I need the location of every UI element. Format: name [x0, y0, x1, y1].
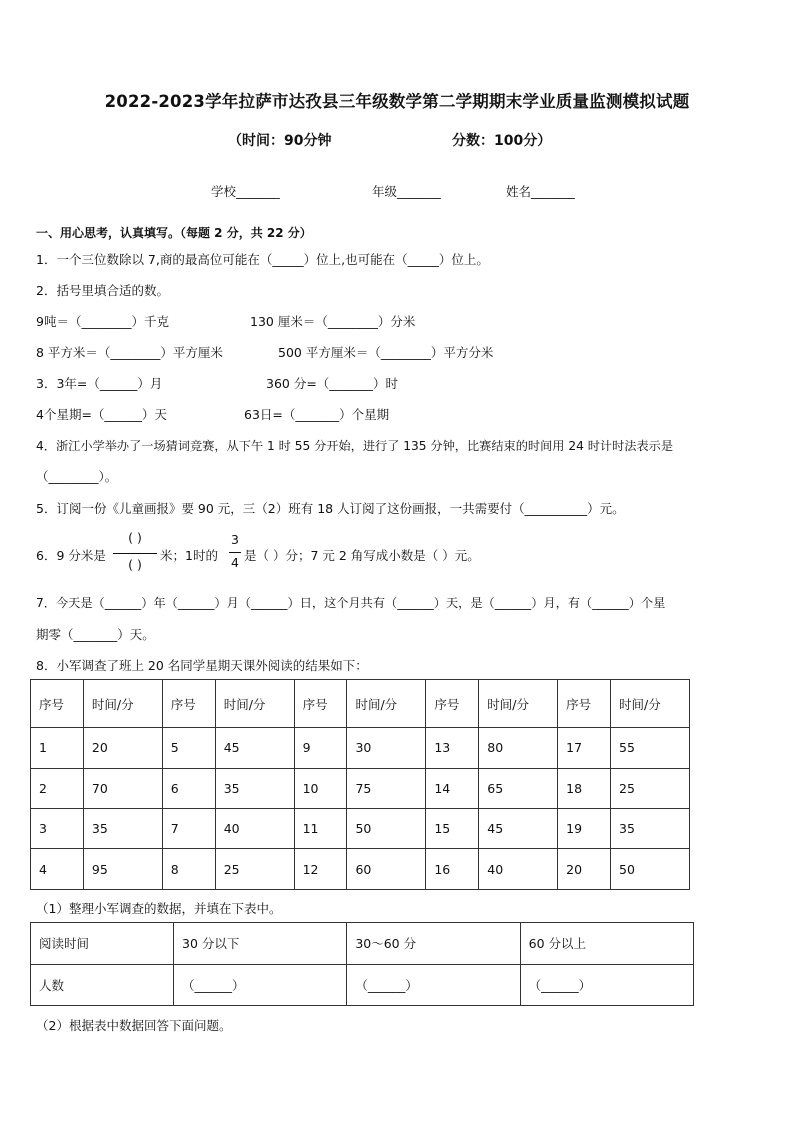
question-6-middle: 米；1时的 — [160, 548, 218, 563]
table-header-row — [31, 923, 694, 965]
table-cell: 6 — [162, 768, 215, 808]
question-2c: 8 平方米＝（________）平方厘米 — [36, 345, 223, 360]
table-cell: 35 — [215, 768, 294, 808]
table-cell: 20 — [83, 728, 162, 768]
table-cell: 95 — [83, 849, 162, 890]
table-cell: 25 — [215, 849, 294, 890]
school-field: 学校_______ — [211, 184, 280, 199]
fraction-denominator: 4 — [231, 555, 239, 570]
question-4-line1: 4．浙江小学举办了一场猜词竞赛，从下午 1 时 55 分开始，进行了 135 分钟，比赛结束的时间用 24 时计时法表示是 — [36, 439, 674, 453]
exam-score: 分数：100分） — [452, 133, 552, 149]
table-cell: 5 — [162, 728, 215, 768]
table-header-cell: 序号 — [31, 680, 84, 728]
table-header-row — [31, 680, 690, 728]
table-cell: 11 — [294, 809, 347, 849]
fraction-bar — [229, 552, 241, 553]
question-8: 8．小军调查了班上 20 名同学星期天课外阅读的结果如下： — [36, 658, 368, 673]
name-field: 姓名_______ — [506, 184, 575, 199]
question-2d: 500 平方厘米＝（________）平方分米 — [278, 345, 494, 360]
table-cell: 50 — [611, 849, 690, 890]
table-row — [31, 728, 690, 768]
table-cell: 13 — [426, 728, 479, 768]
summary-table — [30, 922, 694, 1006]
table-cell: 40 — [479, 849, 558, 890]
question-3c: 4个星期=（______）天 — [36, 407, 167, 422]
table-row — [31, 809, 690, 849]
table-header-cell: 30 分以下 — [174, 923, 347, 965]
table-cell: 16 — [426, 849, 479, 890]
table-header-cell: 30～60 分 — [347, 923, 520, 965]
table-cell: 65 — [479, 768, 558, 808]
table-header-cell: 时间/分 — [479, 680, 558, 728]
fraction-numerator-blank: ( ) — [128, 530, 142, 545]
question-6-fraction — [229, 532, 241, 576]
table-cell: 7 — [162, 809, 215, 849]
table-cell: 20 — [558, 849, 611, 890]
table-cell: 25 — [611, 768, 690, 808]
table-header-cell: 阅读时间 — [31, 923, 174, 965]
table-cell: 60 — [347, 849, 426, 890]
table-row — [31, 768, 690, 808]
table-cell: 35 — [611, 809, 690, 849]
question-8-part-1: （1）整理小军调查的数据，并填在下表中。 — [36, 901, 282, 916]
table-cell: 30 — [347, 728, 426, 768]
table-header-cell: 时间/分 — [83, 680, 162, 728]
table-header-cell: 60 分以上 — [520, 923, 693, 965]
table-cell: 80 — [479, 728, 558, 768]
table-header-cell: 时间/分 — [347, 680, 426, 728]
fraction-denominator-blank: ( ) — [128, 557, 142, 572]
question-4-line2: （________）。 — [36, 469, 118, 484]
table-cell: 9 — [294, 728, 347, 768]
table-header-cell: 序号 — [426, 680, 479, 728]
table-header-cell: 时间/分 — [611, 680, 690, 728]
table-cell: 55 — [611, 728, 690, 768]
question-2b: 130 厘米＝（________）分米 — [250, 314, 416, 329]
question-7-line1: 7．今天是（______）年（______）月（______）日，这个月共有（______）天，是（______）月，有（______）个星 — [36, 596, 666, 610]
page-title: 2022-2023学年拉萨市达孜县三年级数学第二学期期末学业质量监测模拟试题 — [104, 92, 690, 111]
table-cell: 75 — [347, 768, 426, 808]
answer-blank-cell: （______） — [520, 964, 693, 1006]
question-2: 2．括号里填合适的数。 — [36, 283, 169, 298]
question-2a: 9吨＝（________）千克 — [36, 314, 169, 329]
exam-time: （时间：90分钟 — [228, 133, 332, 149]
question-7-line2: 期零（_______）天。 — [36, 627, 155, 642]
table-cell: 3 — [31, 809, 84, 849]
table-cell: 45 — [215, 728, 294, 768]
table-header-cell: 序号 — [558, 680, 611, 728]
question-8-part-2: （2）根据表中数据回答下面问题。 — [36, 1018, 232, 1033]
table-cell: 70 — [83, 768, 162, 808]
table-header-cell: 序号 — [162, 680, 215, 728]
section-heading: 一、用心思考，认真填写。（每题 2 分，共 22 分） — [36, 226, 312, 240]
grade-field: 年级_______ — [372, 184, 441, 199]
table-cell: 14 — [426, 768, 479, 808]
table-header-cell: 序号 — [294, 680, 347, 728]
table-cell: 35 — [83, 809, 162, 849]
table-cell: 2 — [31, 768, 84, 808]
question-6-fraction-blank — [113, 530, 157, 576]
answer-blank-cell: （______） — [174, 964, 347, 1006]
question-6-suffix: 是（ ）分；7 元 2 角写成小数是（ ）元。 — [244, 548, 480, 563]
question-6-prefix: 6．9 分米是 — [36, 548, 106, 563]
table-cell: 50 — [347, 809, 426, 849]
table-cell: 45 — [479, 809, 558, 849]
table-cell: 人数 — [31, 964, 174, 1006]
table-cell: 4 — [31, 849, 84, 890]
table-cell: 12 — [294, 849, 347, 890]
question-5: 5．订阅一份《儿童画报》要 90 元，三（2）班有 18 人订阅了这份画报，一共需要付（__________）元。 — [36, 501, 625, 516]
table-cell: 8 — [162, 849, 215, 890]
question-3a: 3．3年=（______）月 — [36, 376, 163, 391]
answer-blank-cell: （______） — [347, 964, 520, 1006]
table-cell: 15 — [426, 809, 479, 849]
fraction-numerator: 3 — [231, 532, 239, 547]
table-row — [31, 849, 690, 890]
table-cell: 18 — [558, 768, 611, 808]
table-header-cell: 时间/分 — [215, 680, 294, 728]
table-row — [31, 964, 694, 1006]
survey-table — [30, 679, 690, 890]
table-cell: 40 — [215, 809, 294, 849]
table-cell: 19 — [558, 809, 611, 849]
table-cell: 10 — [294, 768, 347, 808]
table-cell: 1 — [31, 728, 84, 768]
table-cell: 17 — [558, 728, 611, 768]
question-1: 1．一个三位数除以 7,商的最高位可能在（_____）位上,也可能在（_____）位上。 — [36, 252, 489, 267]
question-3b: 360 分=（_______）时 — [266, 376, 399, 391]
question-3d: 63日=（_______）个星期 — [244, 407, 390, 422]
fraction-bar — [113, 553, 157, 554]
